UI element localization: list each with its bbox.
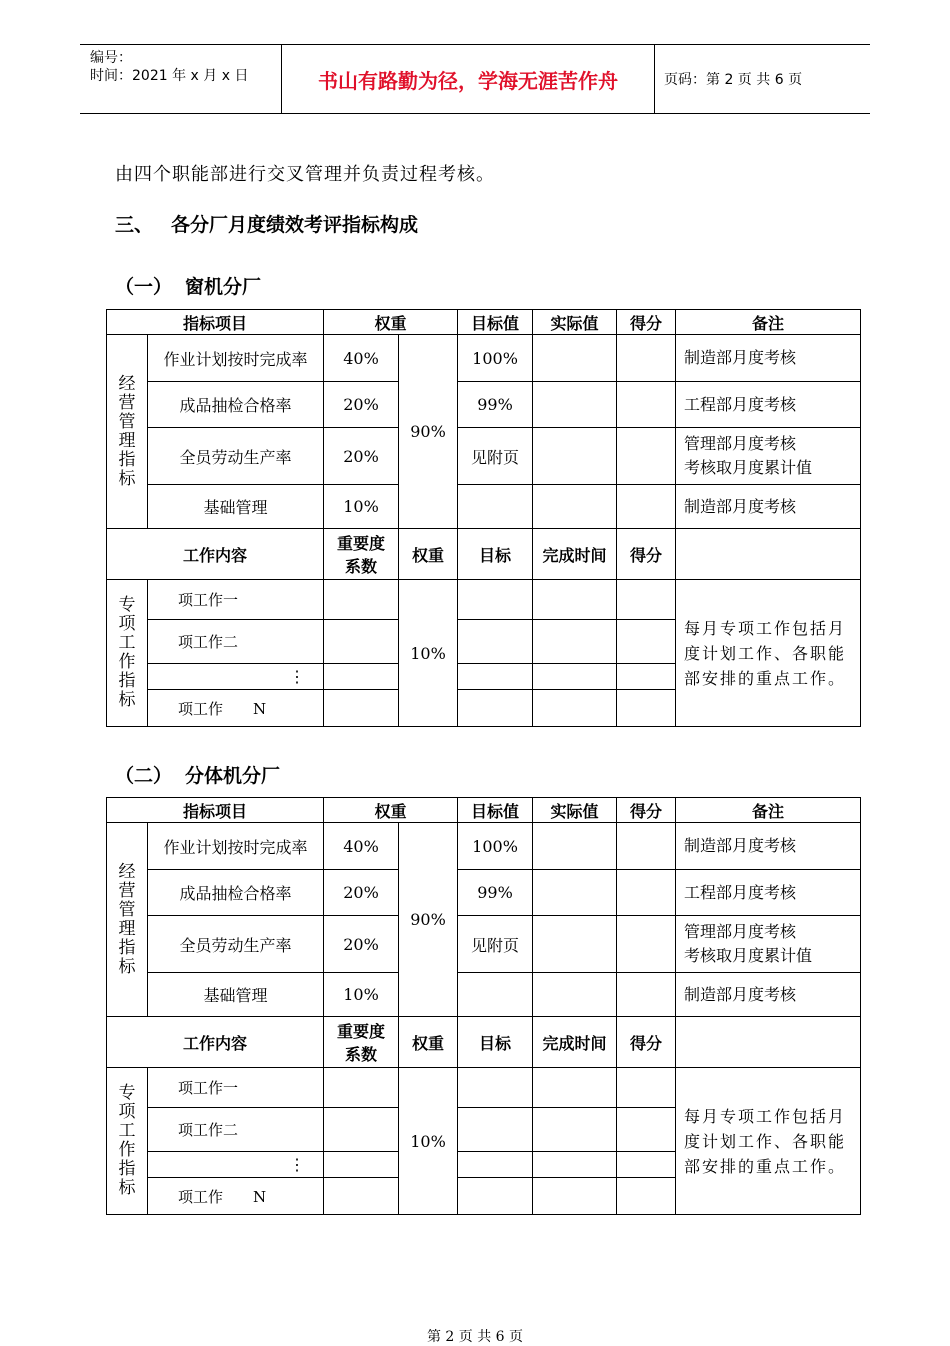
note-cell bbox=[676, 335, 861, 382]
item-cell: 作业计划按时完成率 bbox=[148, 823, 324, 870]
special-item-cell: 项工作 N bbox=[148, 1178, 324, 1215]
group-label: 经营管理指标 bbox=[118, 861, 136, 977]
target-cell bbox=[458, 485, 533, 529]
note-cell bbox=[676, 382, 861, 428]
header2-line: 系数 bbox=[345, 557, 378, 576]
importance-cell bbox=[324, 620, 399, 664]
item-cell: 基础管理 bbox=[148, 973, 324, 1017]
header2-cell: 工作内容 bbox=[107, 529, 324, 580]
group-label-cell bbox=[107, 823, 148, 1017]
group-label-cell bbox=[107, 580, 148, 727]
header2-cell: 权重 bbox=[399, 1017, 458, 1068]
score-cell bbox=[617, 1152, 676, 1178]
actual-cell bbox=[533, 870, 617, 916]
note-line: 制造部月度考核 bbox=[684, 836, 797, 855]
time-cell bbox=[533, 1108, 617, 1152]
note-cell bbox=[676, 485, 861, 529]
score-cell bbox=[617, 382, 676, 428]
note-cell bbox=[676, 973, 861, 1017]
score-cell bbox=[617, 428, 676, 485]
special-weight-cell: 10% bbox=[399, 580, 458, 727]
header2-cell: 得分 bbox=[617, 1017, 676, 1068]
target-cell: 100% bbox=[458, 335, 533, 382]
header-cell: 指标项目 bbox=[107, 310, 324, 335]
header-cell: 得分 bbox=[617, 798, 676, 823]
header-cell: 备注 bbox=[676, 310, 861, 335]
header-cell: 实际值 bbox=[533, 798, 617, 823]
score-cell bbox=[617, 870, 676, 916]
weight-cell: 20% bbox=[324, 870, 399, 916]
weight-cell: 20% bbox=[324, 382, 399, 428]
importance-cell bbox=[324, 580, 399, 620]
special-item-cell: 项工作一 bbox=[148, 580, 324, 620]
time-cell bbox=[533, 1178, 617, 1215]
intro-paragraph: 由四个职能部进行交叉管理并负责过程考核。 bbox=[115, 164, 495, 185]
subsection-title: 窗机分厂 bbox=[185, 276, 262, 298]
weight-cell: 40% bbox=[324, 335, 399, 382]
special-item-cell: 项工作二 bbox=[148, 620, 324, 664]
header2-cell: 工作内容 bbox=[107, 1017, 324, 1068]
subsection-title: 分体机分厂 bbox=[185, 765, 281, 787]
note-line: 工程部月度考核 bbox=[684, 394, 797, 414]
time-cell bbox=[533, 690, 617, 727]
note-line: 管理部月度考核 bbox=[684, 922, 797, 941]
header2-cell: 目标 bbox=[458, 529, 533, 580]
special-item-cell: ⋮ bbox=[148, 664, 324, 690]
actual-cell bbox=[533, 428, 617, 485]
header2-line: 重要度 bbox=[337, 1022, 386, 1041]
importance-cell bbox=[324, 1068, 399, 1108]
number-label: 编号： bbox=[90, 50, 132, 66]
target-cell: 99% bbox=[458, 382, 533, 428]
importance-cell bbox=[324, 1152, 399, 1178]
time-cell bbox=[533, 1068, 617, 1108]
target-cell bbox=[458, 690, 533, 727]
score-cell bbox=[617, 916, 676, 973]
header2-cell: 完成时间 bbox=[533, 1017, 617, 1068]
weight-cell: 10% bbox=[324, 485, 399, 529]
time-cell bbox=[533, 664, 617, 690]
actual-cell bbox=[533, 382, 617, 428]
page-footer: 第 2 页 共 6 页 bbox=[426, 1329, 524, 1345]
weight-cell: 40% bbox=[324, 823, 399, 870]
target-cell: 见附页 bbox=[458, 916, 533, 973]
importance-cell bbox=[324, 664, 399, 690]
note-cell bbox=[676, 823, 861, 870]
item-cell: 全员劳动生产率 bbox=[148, 428, 324, 485]
actual-cell bbox=[533, 973, 617, 1017]
group-weight-cell: 90% bbox=[399, 335, 458, 529]
header-cell: 目标值 bbox=[458, 310, 533, 335]
header2-cell bbox=[324, 529, 399, 580]
header-divider bbox=[654, 45, 655, 113]
header2-cell bbox=[324, 1017, 399, 1068]
importance-cell bbox=[324, 1108, 399, 1152]
special-note-cell: 每月专项工作包括月度计划工作、各职能部安排的重点工作。 bbox=[676, 1068, 861, 1215]
target-cell bbox=[458, 1068, 533, 1108]
subsection-number: （一） bbox=[115, 276, 173, 298]
header-cell: 目标值 bbox=[458, 798, 533, 823]
actual-cell bbox=[533, 823, 617, 870]
page-header bbox=[80, 44, 870, 114]
subsection-number: （二） bbox=[115, 765, 173, 787]
empty-cell bbox=[676, 1017, 861, 1068]
score-cell bbox=[617, 335, 676, 382]
target-cell bbox=[458, 1108, 533, 1152]
performance-table-1 bbox=[106, 309, 861, 727]
header2-cell: 权重 bbox=[399, 529, 458, 580]
header-cell: 权重 bbox=[324, 310, 458, 335]
actual-cell bbox=[533, 916, 617, 973]
note-line: 制造部月度考核 bbox=[684, 984, 797, 1004]
note-cell bbox=[676, 870, 861, 916]
header-cell: 指标项目 bbox=[107, 798, 324, 823]
time-cell bbox=[533, 580, 617, 620]
item-cell: 作业计划按时完成率 bbox=[148, 335, 324, 382]
importance-cell bbox=[324, 1178, 399, 1215]
target-cell: 99% bbox=[458, 870, 533, 916]
header2-cell: 完成时间 bbox=[533, 529, 617, 580]
header-cell: 权重 bbox=[324, 798, 458, 823]
section-title: 各分厂月度绩效考评指标构成 bbox=[171, 214, 419, 236]
time-cell bbox=[533, 620, 617, 664]
target-cell bbox=[458, 973, 533, 1017]
performance-table-2 bbox=[106, 797, 861, 1215]
note-line: 制造部月度考核 bbox=[684, 496, 797, 516]
score-cell bbox=[617, 690, 676, 727]
item-cell: 基础管理 bbox=[148, 485, 324, 529]
group-weight-cell: 90% bbox=[399, 823, 458, 1017]
target-cell bbox=[458, 664, 533, 690]
header2-line: 系数 bbox=[345, 1045, 378, 1064]
group-label-cell bbox=[107, 335, 148, 529]
note-cell bbox=[676, 428, 861, 485]
section-heading bbox=[115, 210, 418, 237]
score-cell bbox=[617, 620, 676, 664]
subsection-heading-1 bbox=[115, 272, 261, 299]
section-number: 三、 bbox=[115, 214, 154, 236]
empty-cell bbox=[676, 529, 861, 580]
score-cell bbox=[617, 485, 676, 529]
score-cell bbox=[617, 1178, 676, 1215]
item-cell: 成品抽检合格率 bbox=[148, 870, 324, 916]
header2-line: 重要度 bbox=[337, 534, 386, 553]
actual-cell bbox=[533, 485, 617, 529]
special-weight-cell: 10% bbox=[399, 1068, 458, 1215]
target-cell bbox=[458, 620, 533, 664]
special-item-cell: 项工作一 bbox=[148, 1068, 324, 1108]
importance-cell bbox=[324, 690, 399, 727]
score-cell bbox=[617, 664, 676, 690]
time-cell bbox=[533, 1152, 617, 1178]
target-cell: 100% bbox=[458, 823, 533, 870]
header-cell: 备注 bbox=[676, 798, 861, 823]
score-cell bbox=[617, 580, 676, 620]
weight-cell: 10% bbox=[324, 973, 399, 1017]
actual-cell bbox=[533, 335, 617, 382]
weight-cell: 20% bbox=[324, 916, 399, 973]
page-number-label: 页码：第 2 页 共 6 页 bbox=[664, 72, 803, 88]
target-cell bbox=[458, 1178, 533, 1215]
target-cell bbox=[458, 580, 533, 620]
note-line: 考核取月度累计值 bbox=[684, 458, 813, 477]
group-label: 经营管理指标 bbox=[118, 373, 136, 489]
special-item-cell: ⋮ bbox=[148, 1152, 324, 1178]
group-label: 专项工作指标 bbox=[118, 595, 136, 710]
special-item-cell: 项工作二 bbox=[148, 1108, 324, 1152]
note-line: 考核取月度累计值 bbox=[684, 946, 813, 965]
score-cell bbox=[617, 823, 676, 870]
target-cell: 见附页 bbox=[458, 428, 533, 485]
time-label: 时间：2021 年 x 月 x 日 bbox=[90, 68, 249, 84]
note-cell bbox=[676, 916, 861, 973]
score-cell bbox=[617, 1108, 676, 1152]
note-line: 制造部月度考核 bbox=[684, 348, 797, 367]
item-cell: 成品抽检合格率 bbox=[148, 382, 324, 428]
special-note-cell: 每月专项工作包括月度计划工作、各职能部安排的重点工作。 bbox=[676, 580, 861, 727]
group-label: 专项工作指标 bbox=[118, 1083, 136, 1198]
note-line: 工程部月度考核 bbox=[684, 882, 797, 902]
special-item-cell: 项工作 N bbox=[148, 690, 324, 727]
weight-cell: 20% bbox=[324, 428, 399, 485]
target-cell bbox=[458, 1152, 533, 1178]
header-cell: 实际值 bbox=[533, 310, 617, 335]
subsection-heading-2 bbox=[115, 761, 280, 788]
item-cell: 全员劳动生产率 bbox=[148, 916, 324, 973]
header2-cell: 目标 bbox=[458, 1017, 533, 1068]
group-label-cell bbox=[107, 1068, 148, 1215]
score-cell bbox=[617, 1068, 676, 1108]
note-line: 管理部月度考核 bbox=[684, 434, 797, 453]
score-cell bbox=[617, 973, 676, 1017]
header-meta bbox=[80, 45, 280, 113]
header2-cell: 得分 bbox=[617, 529, 676, 580]
header-motto: 书山有路勤为径，学海无涯苦作舟 bbox=[318, 68, 618, 93]
header-cell: 得分 bbox=[617, 310, 676, 335]
